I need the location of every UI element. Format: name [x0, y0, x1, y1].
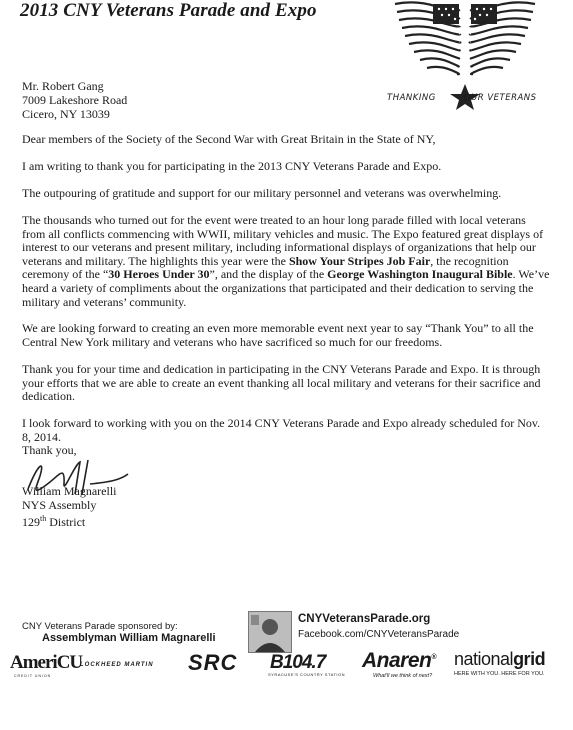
- paragraph-2: The outpouring of gratitude and support for our military personnel and veterans was overwhelming.: [22, 186, 502, 200]
- paragraph-3: The thousands who turned out for the event were treated to an hour long parade filled with local veterans from all conflicts commencing with WWII, military vehicles and music. The Expo featured great displays of interest to our veterans and present military, including informational displays of organizations that help our veterans and military. The highlights this year were the Show Your Stripes Job Fair, the recognition ceremony of the “30 Heroes Under 30”, and the display of the George Washington Inaugural Bible. We’ve heard a variety of compliments about the organizations that participated and their dedication to serving the military and veterans’ community.: [22, 213, 550, 309]
- bible-highlight: George Washington Inaugural Bible: [327, 267, 513, 282]
- logo-caption-left: THANKING: [387, 93, 436, 103]
- salutation: Dear members of the Society of the Second War with Great Britain in the State of NY,: [22, 132, 436, 146]
- anaren-logo: Anaren®: [362, 649, 437, 672]
- paragraph-5: Thank you for your time and dedication in participating in the CNY Veterans Parade and Expo. It is through your efforts that we are able to create an event thanking all local military and veterans for their sacrifice and dedication.: [22, 362, 541, 404]
- paragraph-6: I look forward to working with you on the 2014 CNY Veterans Parade and Expo already scheduled for Nov. 8, 2014.: [22, 416, 541, 444]
- signer-office: NYS Assembly: [22, 498, 97, 512]
- signer-name: William Magnarelli: [22, 484, 117, 498]
- b1047-tagline: SYRACUSE'S COUNTRY STATION: [268, 672, 346, 677]
- national-grid-logo: nationalgrid: [454, 649, 546, 669]
- recipient-city: Cicero, NY 13039: [22, 107, 110, 121]
- closing: Thank you,: [22, 443, 77, 457]
- americu-logo: AmeriCU: [10, 652, 83, 673]
- signer-district: 129th District: [22, 514, 86, 529]
- anaren-tagline: What'll we think of next?: [373, 673, 433, 679]
- americu-tagline: CREDIT UNION: [14, 674, 52, 678]
- src-logo: SRC: [188, 650, 238, 675]
- national-grid-tagline: HERE WITH YOU. HERE FOR YOU.: [454, 671, 545, 677]
- facebook-link[interactable]: Facebook.com/CNYVeteransParade: [298, 629, 460, 640]
- assemblyman-photo: [248, 611, 292, 653]
- letter-title: 2013 CNY Veterans Parade and Expo: [20, 0, 317, 21]
- paragraph-4: We are looking forward to creating an even more memorable event next year to say “Thank You” to all the Central New York military and veterans who have sacrificed so much for our freedoms.: [22, 321, 534, 349]
- logo-caption: [387, 93, 537, 103]
- heroes-highlight: 30 Heroes Under 30: [108, 267, 210, 282]
- lockheed-martin-logo: LOCKHEED MARTIN: [80, 662, 154, 668]
- recipient-street: 7009 Lakeshore Road: [22, 93, 128, 107]
- logo-caption-right: OUR VETERANS: [463, 93, 537, 103]
- paragraph-1: I am writing to thank you for participating in the 2013 CNY Veterans Parade and Expo.: [22, 159, 442, 173]
- sponsor-label: CNY Veterans Parade sponsored by:: [22, 621, 178, 632]
- b1047-logo: B104.7: [270, 652, 326, 673]
- sponsor-name: Assemblyman William Magnarelli: [42, 632, 216, 644]
- recipient-address: [22, 79, 127, 121]
- website-link[interactable]: CNYVeteransParade.org: [298, 613, 431, 625]
- signer-block: [22, 484, 117, 529]
- recipient-name: Mr. Robert Gang: [22, 79, 104, 93]
- job-fair-highlight: Show Your Stripes Job Fair: [288, 253, 431, 268]
